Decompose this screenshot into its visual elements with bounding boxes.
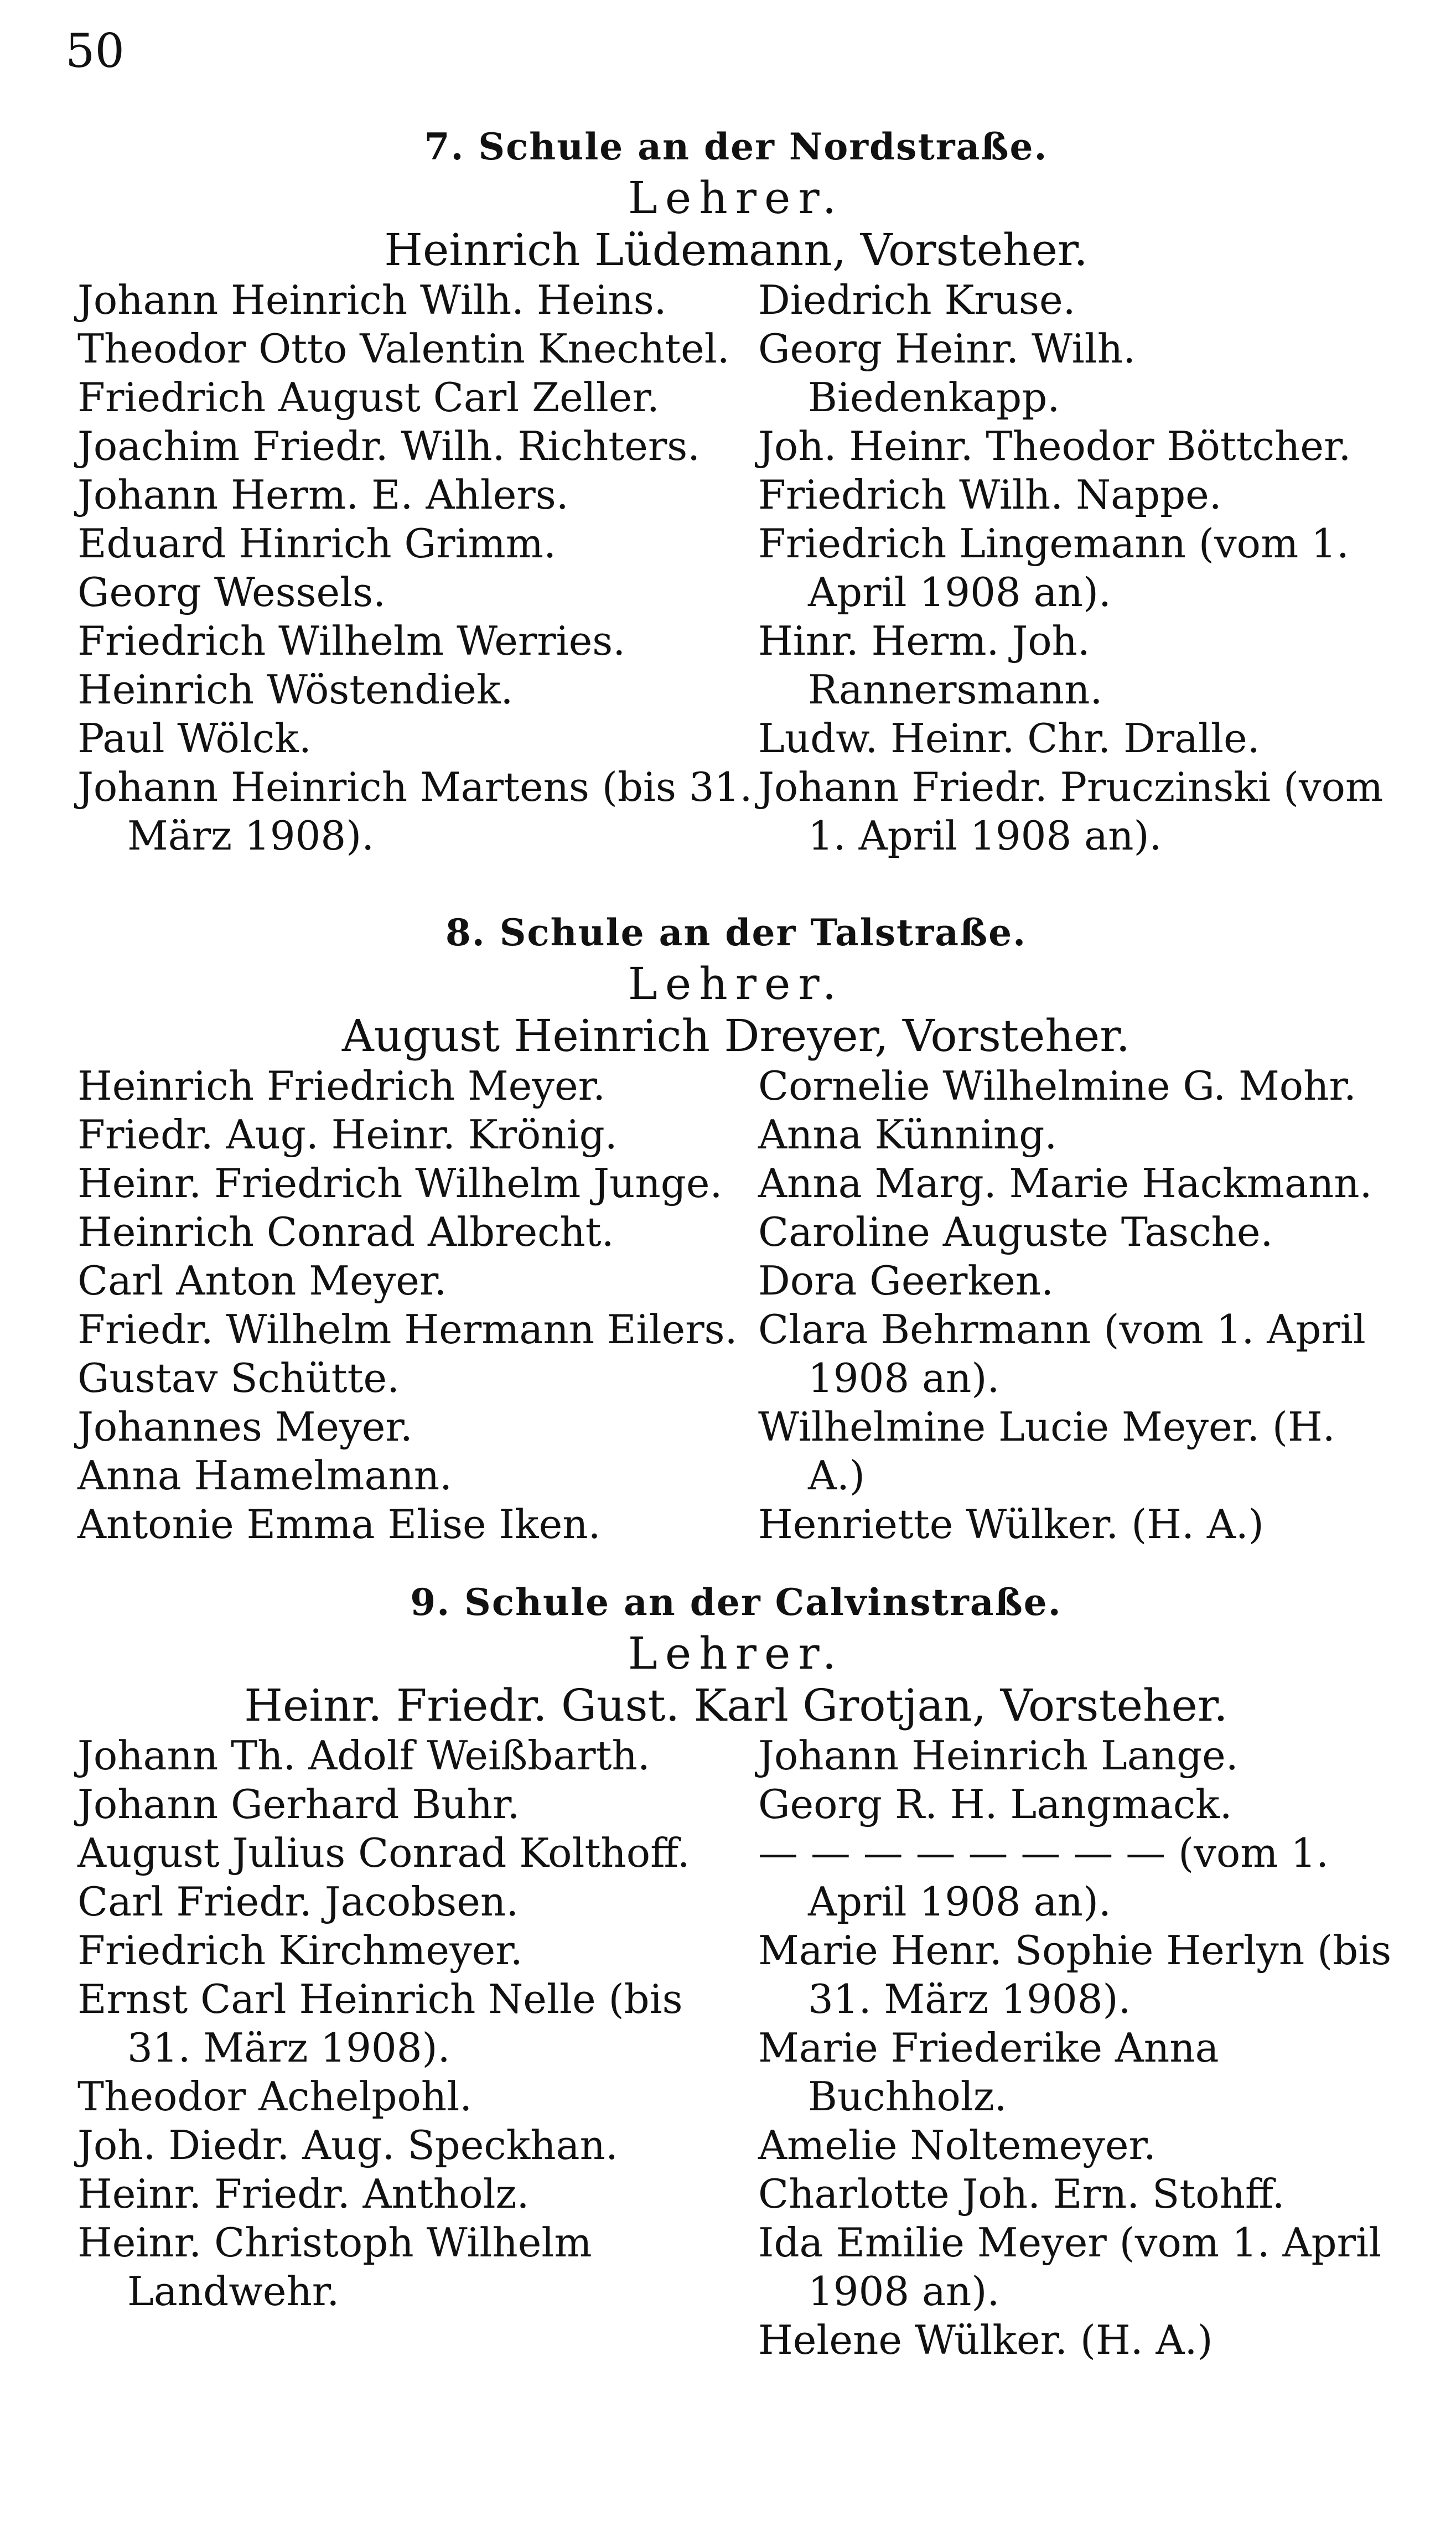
list-item: Clara Behrmann (vom 1. April 1908 an). xyxy=(758,1306,1366,1401)
section-school-8 xyxy=(77,908,1395,1547)
list-item: Johann Heinrich Wilh. Heins. xyxy=(77,277,667,323)
list-item: Johann Th. Adolf Weißbarth. xyxy=(77,1732,650,1779)
section-school-7 xyxy=(77,122,1395,859)
list-item: Friedrich Kirchmeyer. xyxy=(77,1927,523,1974)
list-item: Johann Heinrich Lange. xyxy=(758,1732,1239,1779)
list-item: Anna Marg. Marie Hackmann. xyxy=(758,1160,1372,1207)
section-head-teacher: August Heinrich Dreyer, Vorsteher. xyxy=(341,1010,1131,1062)
list-item: Cornelie Wilhelmine G. Mohr. xyxy=(758,1063,1356,1109)
list-item: Georg Heinr. Wilh. Biedenkapp. xyxy=(758,325,1136,421)
page-number: 50 xyxy=(65,24,125,78)
list-item: Theodor Achelpohl. xyxy=(77,2073,473,2120)
list-item: Johann Herm. E. Ahlers. xyxy=(77,472,569,518)
list-item: Heinrich Friedrich Meyer. xyxy=(77,1063,605,1109)
list-item: Friedrich Wilhelm Werries. xyxy=(77,618,626,664)
list-item: Eduard Hinrich Grimm. xyxy=(77,520,556,567)
section-school-9 xyxy=(77,1577,1395,2363)
list-item: Carl Friedr. Jacobsen. xyxy=(77,1878,519,1925)
list-item: Antonie Emma Elise Iken. xyxy=(77,1501,601,1547)
section-title: 8. Schule an der Talstraße. xyxy=(445,911,1027,954)
section-head-teacher: Heinr. Friedr. Gust. Karl Grotjan, Vorsteher. xyxy=(244,1680,1228,1731)
list-item: Friedrich Lingemann (vom 1. April 1908 an). xyxy=(758,520,1349,615)
list-item: Johann Heinrich Martens (bis 31. März 1908). xyxy=(77,764,753,859)
list-item: Heinrich Conrad Albrecht. xyxy=(77,1209,614,1255)
section-role-label: Lehrer. xyxy=(628,1628,844,1679)
list-item: Friedrich Wilh. Nappe. xyxy=(758,472,1222,518)
list-item: Carl Anton Meyer. xyxy=(77,1257,447,1304)
list-item: Georg Wessels. xyxy=(77,569,386,615)
list-item: Heinrich Wöstendiek. xyxy=(77,666,514,713)
list-item: Heinr. Friedrich Wilhelm Junge. xyxy=(77,1160,723,1207)
left-column xyxy=(77,1062,758,1549)
list-item: Ida Emilie Meyer (vom 1. April 1908 an). xyxy=(758,2219,1382,2315)
list-item: Ernst Carl Heinrich Nelle (bis 31. März 1908). xyxy=(77,1976,683,2071)
list-item: Johannes Meyer. xyxy=(77,1404,413,1450)
list-item: Charlotte Joh. Ern. Stohff. xyxy=(758,2171,1285,2217)
list-item: Ludw. Heinr. Chr. Dralle. xyxy=(758,715,1260,762)
list-item: Hinr. Herm. Joh. Rannersmann. xyxy=(758,618,1103,713)
list-item: Friedr. Aug. Heinr. Krönig. xyxy=(77,1111,618,1158)
list-item: Wilhelmine Lucie Meyer. (H. A.) xyxy=(758,1404,1335,1499)
list-item: Johann Gerhard Buhr. xyxy=(77,1781,520,1827)
list-item: Friedr. Wilhelm Hermann Eilers. xyxy=(77,1306,738,1353)
list-item: Georg R. H. Langmack. xyxy=(758,1781,1232,1827)
list-item: Johann Friedr. Pruczinski (vom 1. April 1908 an). xyxy=(758,764,1384,859)
section-head-teacher: Heinrich Lüdemann, Vorsteher. xyxy=(384,224,1088,276)
list-item: Joh. Heinr. Theodor Böttcher. xyxy=(758,423,1351,469)
section-title: 9. Schule an der Calvinstraße. xyxy=(410,1581,1062,1624)
section-title: 7. Schule an der Nordstraße. xyxy=(424,125,1048,168)
list-item: Friedrich August Carl Zeller. xyxy=(77,374,660,421)
list-item: Diedrich Kruse. xyxy=(758,277,1076,323)
list-item: Paul Wölck. xyxy=(77,715,312,762)
list-item: Joachim Friedr. Wilh. Richters. xyxy=(77,423,701,469)
list-item: August Julius Conrad Kolthoff. xyxy=(77,1830,690,1876)
list-item: Heinr. Friedr. Antholz. xyxy=(77,2171,530,2217)
left-column xyxy=(77,1731,758,2316)
right-column xyxy=(758,276,1395,860)
list-item: Anna Hamelmann. xyxy=(77,1452,453,1499)
list-item: Gustav Schütte. xyxy=(77,1355,400,1401)
right-column xyxy=(758,1731,1395,2364)
list-item: Marie Friederike Anna Buchholz. xyxy=(758,2025,1219,2120)
list-item: Henriette Wülker. (H. A.) xyxy=(758,1501,1264,1547)
list-item: Marie Henr. Sophie Herlyn (bis 31. März 1908). xyxy=(758,1927,1392,2022)
list-item: Caroline Auguste Tasche. xyxy=(758,1209,1273,1255)
list-item: Dora Geerken. xyxy=(758,1257,1054,1304)
list-item: Heinr. Christoph Wilhelm Landwehr. xyxy=(77,2219,592,2315)
list-item: Joh. Diedr. Aug. Speckhan. xyxy=(77,2122,618,2168)
list-item: Theodor Otto Valentin Knechtel. xyxy=(77,325,730,372)
list-item: Helene Wülker. (H. A.) xyxy=(758,2317,1213,2363)
list-item: — — — — — — — — (vom 1. April 1908 an). xyxy=(758,1830,1329,1925)
list-item: Anna Künning. xyxy=(758,1111,1058,1158)
right-column xyxy=(758,1062,1395,1549)
list-item: Amelie Noltemeyer. xyxy=(758,2122,1156,2168)
section-role-label: Lehrer. xyxy=(628,958,844,1009)
section-role-label: Lehrer. xyxy=(628,172,844,224)
left-column xyxy=(77,276,758,860)
